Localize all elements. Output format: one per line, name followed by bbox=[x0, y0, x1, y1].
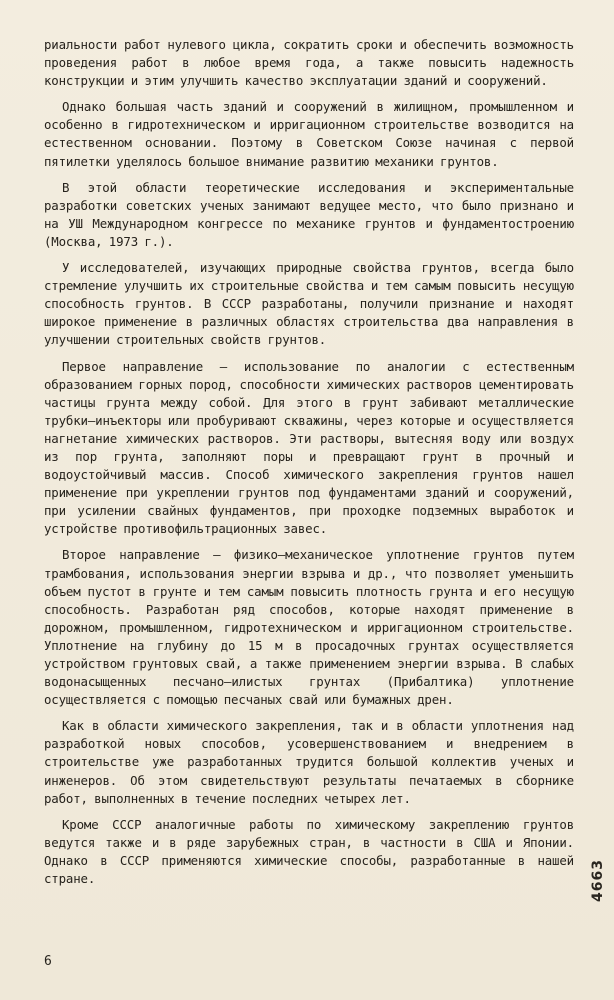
body-text bbox=[44, 36, 574, 896]
paragraph: Второе направление – физико–механическое уплотнение грунтов путем трамбования, использования энергии взрыва и др., что позволяет уменьшить объем пустот в грунте и тем самым повысить плотность грунта и его несущую способность. Разработан ряд способов, которые находят применение в дорожном, промышленном, гидротехническом и ирригационном строительстве. Уплотнение на глубину до 15 м в просадочных грунтах осуществляется устройством грунтовых свай, а также применением энергии взрыва. В слабых водонасыщенных песчано–илистых грунтах (Прибалтика) уплотнение осуществляется с помощью песчаных свай или бумажных дрен. bbox=[44, 547, 574, 708]
paragraph: В этой области теоретические исследования и экспериментальные разработки советских ученых занимают ведущее место, что было признано и на УШ Международном конгрессе по механике грунтов и фундаментостроению (Москва, 1973 г.). bbox=[44, 179, 574, 249]
paragraph: Как в области химического закрепления, так и в области уплотнения над разработкой новых способов, усовершенствованием и внедрением в строительстве уже разработанных трудится большой коллектив ученых и инженеров. Об этом свидетельствуют результаты печатаемых в сборнике работ, выполненных в течение последних четырех лет. bbox=[44, 718, 574, 806]
inventory-stamp: 4663 bbox=[590, 859, 606, 902]
paragraph: У исследователей, изучающих природные свойства грунтов, всегда было стремление улучшить их строительные свойства и тем самым повысить несущую способность грунтов. В СССР разработаны, получили признание и находят широкое применение в различных областях строительства два направления в улучшении строительных свойств грунтов. bbox=[44, 260, 574, 348]
page-number: 6 bbox=[44, 954, 52, 969]
paragraph: Кроме СССР аналогичные работы по химическому закреплению грунтов ведутся также и в ряде зарубежных стран, в частности в США и Японии. Однако в СССР применяются химические способы, разработанные в нашей стране. bbox=[44, 816, 574, 887]
paragraph-continuation: риальности работ нулевого цикла, сократить сроки и обеспечить возможность проведения работ в любое время года, а также повысить надежность конструкции и этим улучшить качество эксплуатации зданий и сооружений. bbox=[44, 37, 574, 89]
paragraph: Однако большая часть зданий и сооружений в жилищном, промышленном и особенно в гидротехническом и ирригационном строительстве возводится на естественном основании. Поэтому в Советском Союзе начиная с первой пятилетки уделялось большое внимание развитию механики грунтов. bbox=[44, 99, 574, 169]
paragraph: Первое направление – использование по аналогии с естественным образованием горных пород, способности химических растворов цементировать частицы грунта между собой. Для этого в грунт забивают металлические трубки–инъекторы или пробуривают скважины, через которые и осуществляется нагнетание химических растворов. Эти растворы, вытесняя воду или воздух из пор грунта, заполняют поры и превращают грунт в прочный и водоустойчивый массив. Способ химического закрепления грунтов нашел применение при укреплении грунтов под фундаментами зданий и сооружений, при усилении свайных фундаментов, при проходке подземных выработок и устройстве противофильтрационных завес. bbox=[44, 358, 574, 537]
